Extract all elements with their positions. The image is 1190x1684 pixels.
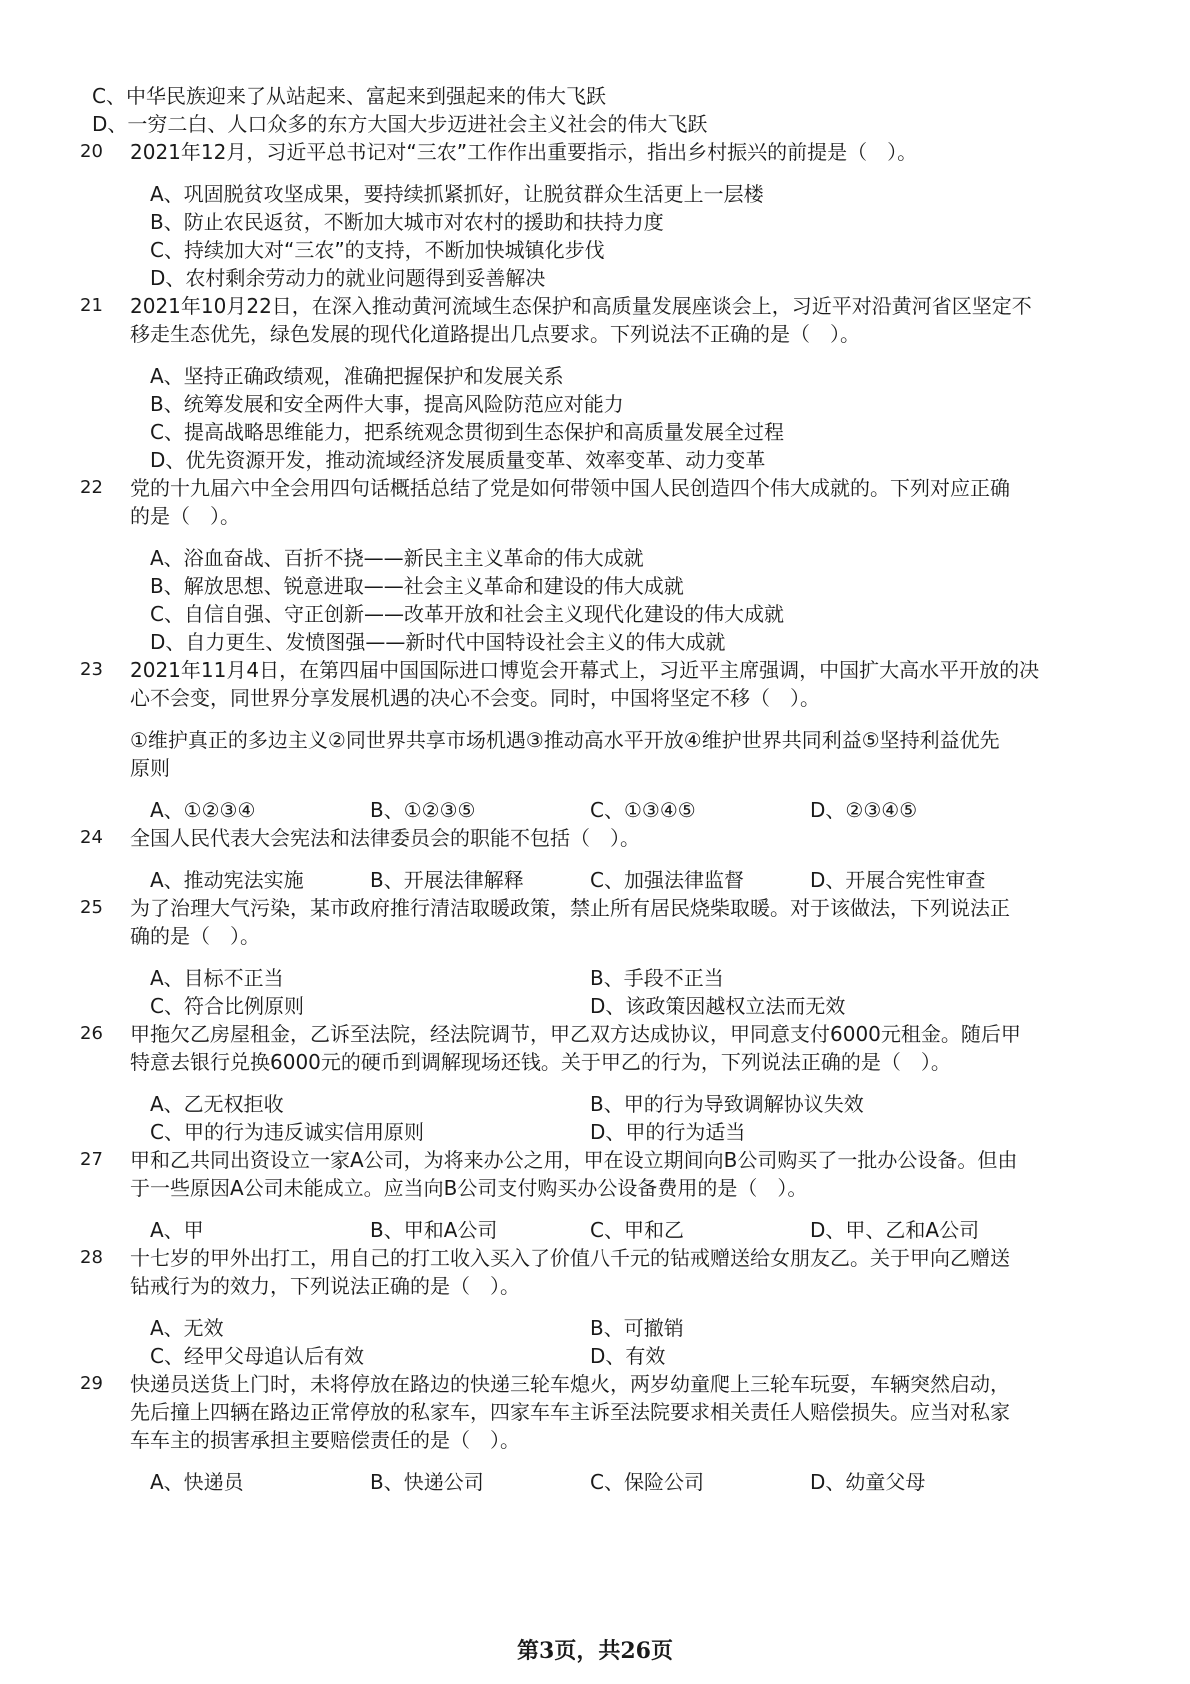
option-a: A、推动宪法实施	[150, 868, 304, 892]
option-d: D、有效	[590, 1344, 666, 1368]
option-a: A、浴血奋战、百折不挠——新民主主义革命的伟大成就	[150, 546, 644, 570]
question-text: 车车主的损害承担主要赔偿责任的是（ ）。	[130, 1428, 520, 1452]
question-number: 26	[80, 1023, 103, 1044]
question-text: 特意去银行兑换6000元的硬币到调解现场还钱。关于甲乙的行为，下列说法正确的是（ ）。	[130, 1050, 951, 1074]
question-statements: 原则	[130, 756, 170, 780]
option-a: A、①②③④	[150, 798, 256, 822]
question-text: 心不会变，同世界分享发展机遇的决心不会变。同时，中国将坚定不移（ ）。	[130, 686, 820, 710]
option-c: C、甲的行为违反诚实信用原则	[150, 1120, 424, 1144]
option-b: B、可撤销	[590, 1316, 684, 1340]
question-text: 2021年12月，习近平总书记对“三农”工作作出重要指示，指出乡村振兴的前提是（ ）。	[130, 140, 918, 164]
option-d: D、甲、乙和A公司	[810, 1218, 980, 1242]
question-number: 22	[80, 477, 103, 498]
question-text: 的是（ ）。	[130, 504, 240, 528]
question-text: 2021年11月4日，在第四届中国国际进口博览会开幕式上，习近平主席强调，中国扩大高水平开放的决	[130, 658, 1040, 682]
question-text: 先后撞上四辆在路边正常停放的私家车，四家车车主诉至法院要求相关责任人赔偿损失。应当对私家	[130, 1400, 1010, 1424]
option-a: A、快递员	[150, 1470, 244, 1494]
option-c: C、经甲父母追认后有效	[150, 1344, 364, 1368]
option-b: B、甲的行为导致调解协议失效	[590, 1092, 864, 1116]
question-number: 24	[80, 827, 103, 848]
question-number: 27	[80, 1149, 103, 1170]
option-b: B、甲和A公司	[370, 1218, 498, 1242]
option-c: C、①③④⑤	[590, 798, 696, 822]
question-text: 党的十九届六中全会用四句话概括总结了党是如何带领中国人民创造四个伟大成就的。下列对应正确	[130, 476, 1010, 500]
page-footer: 第3页，共26页	[517, 1638, 673, 1664]
option-a: A、目标不正当	[150, 966, 284, 990]
question-text: 甲拖欠乙房屋租金，乙诉至法院，经法院调节，甲乙双方达成协议，甲同意支付6000元租金。随后甲	[130, 1022, 1021, 1046]
question-number: 21	[80, 295, 103, 316]
option-c: C、提高战略思维能力，把系统观念贯彻到生态保护和高质量发展全过程	[150, 420, 784, 444]
option-a: A、乙无权拒收	[150, 1092, 284, 1116]
option-b: B、防止农民返贫，不断加大城市对农村的援助和扶持力度	[150, 210, 664, 234]
option-c: C、自信自强、守正创新——改革开放和社会主义现代化建设的伟大成就	[150, 602, 784, 626]
question-text: 确的是（ ）。	[130, 924, 260, 948]
option-d: D、②③④⑤	[810, 798, 918, 822]
option-b: B、统筹发展和安全两件大事，提高风险防范应对能力	[150, 392, 624, 416]
question-text: 2021年10月22日，在深入推动黄河流域生态保护和高质量发展座谈会上，习近平对沿黄河省区坚定不	[130, 294, 1032, 318]
option-d: D、甲的行为适当	[590, 1120, 746, 1144]
option-c: C、甲和乙	[590, 1218, 684, 1242]
question-text: 钻戒行为的效力，下列说法正确的是（ ）。	[130, 1274, 520, 1298]
question-statements: ①维护真正的多边主义②同世界共享市场机遇③推动高水平开放④维护世界共同利益⑤坚持利益优先	[130, 728, 1000, 752]
option-b: B、解放思想、锐意进取——社会主义革命和建设的伟大成就	[150, 574, 684, 598]
prev-option-d: D、一穷二白、人口众多的东方大国大步迈进社会主义社会的伟大飞跃	[92, 112, 708, 136]
option-d: D、优先资源开发，推动流域经济发展质量变革、效率变革、动力变革	[150, 448, 766, 472]
option-a: A、无效	[150, 1316, 224, 1340]
option-d: D、幼童父母	[810, 1470, 926, 1494]
option-a: A、坚持正确政绩观，准确把握保护和发展关系	[150, 364, 564, 388]
question-number: 23	[80, 659, 103, 680]
option-b: B、快递公司	[370, 1470, 484, 1494]
option-c: C、符合比例原则	[150, 994, 304, 1018]
question-text: 移走生态优先，绿色发展的现代化道路提出几点要求。下列说法不正确的是（ ）。	[130, 322, 860, 346]
question-text: 甲和乙共同出资设立一家A公司，为将来办公之用，甲在设立期间向B公司购买了一批办公设备。但由	[130, 1148, 1018, 1172]
question-number: 29	[80, 1373, 103, 1394]
question-text: 于一些原因A公司未能成立。应当向B公司支付购买办公设备费用的是（ ）。	[130, 1176, 808, 1200]
question-number: 25	[80, 897, 103, 918]
option-d: D、该政策因越权立法而无效	[590, 994, 846, 1018]
question-number: 20	[80, 141, 103, 162]
question-text: 全国人民代表大会宪法和法律委员会的职能不包括（ ）。	[130, 826, 640, 850]
prev-option-c: C、中华民族迎来了从站起来、富起来到强起来的伟大飞跃	[92, 84, 606, 108]
question-number: 28	[80, 1247, 103, 1268]
option-c: C、加强法律监督	[590, 868, 744, 892]
option-d: D、自力更生、发愤图强——新时代中国特设社会主义的伟大成就	[150, 630, 726, 654]
option-c: C、持续加大对“三农”的支持，不断加快城镇化步伐	[150, 238, 605, 262]
option-c: C、保险公司	[590, 1470, 704, 1494]
question-text: 快递员送货上门时，未将停放在路边的快递三轮车熄火，两岁幼童爬上三轮车玩耍，车辆突然启动，	[130, 1372, 1010, 1396]
option-a: A、甲	[150, 1218, 204, 1242]
option-b: B、开展法律解释	[370, 868, 524, 892]
option-a: A、巩固脱贫攻坚成果，要持续抓紧抓好，让脱贫群众生活更上一层楼	[150, 182, 764, 206]
question-text: 为了治理大气污染，某市政府推行清洁取暖政策，禁止所有居民烧柴取暖。对于该做法，下列说法正	[130, 896, 1010, 920]
option-d: D、农村剩余劳动力的就业问题得到妥善解决	[150, 266, 546, 290]
option-d: D、开展合宪性审查	[810, 868, 986, 892]
option-b: B、①②③⑤	[370, 798, 476, 822]
option-b: B、手段不正当	[590, 966, 724, 990]
question-text: 十七岁的甲外出打工，用自己的打工收入买入了价值八千元的钻戒赠送给女朋友乙。关于甲向乙赠送	[130, 1246, 1010, 1270]
